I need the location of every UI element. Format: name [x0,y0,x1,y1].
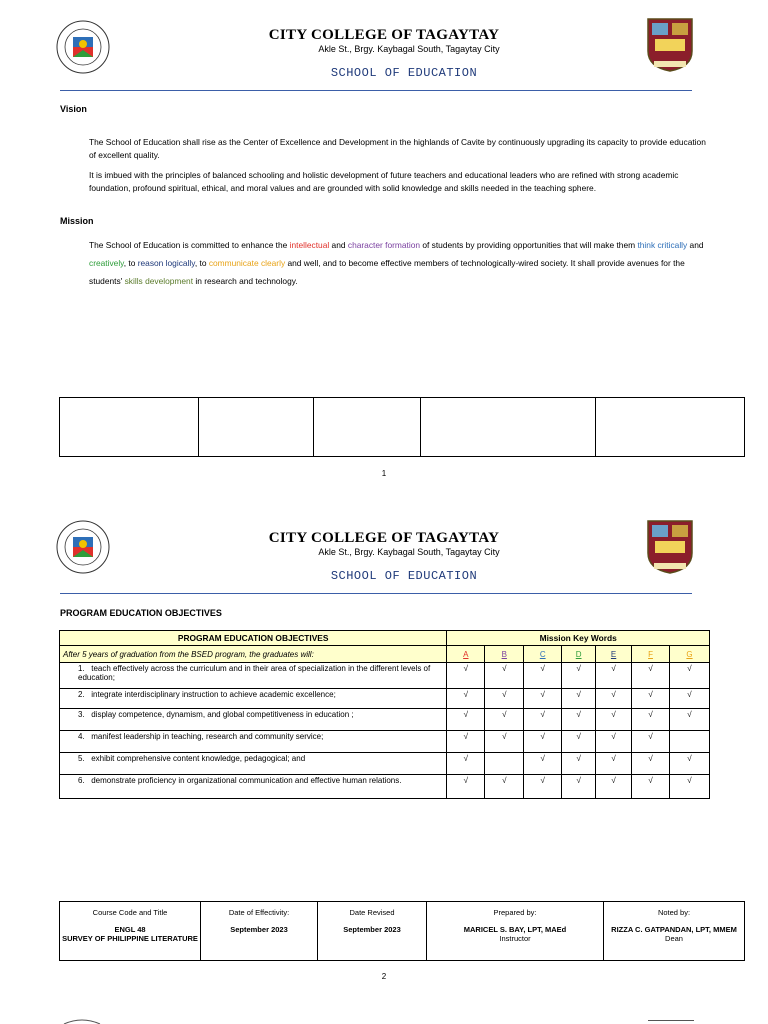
school-name: SCHOOL OF EDUCATION [330,66,478,80]
college-address: Akle St., Brgy. Kaybagal South, Tagaytay City [318,44,500,54]
keyword-skills-development: skills development [124,276,194,286]
college-crest-logo [648,1020,694,1021]
check-cell [670,731,710,753]
footer-cell [596,398,745,457]
check-cell: √ [596,709,632,731]
check-cell: √ [485,731,524,753]
objective-text: 2. integrate interdisciplinary instruction to achieve academic excellence; [60,689,447,709]
school-name: SCHOOL OF EDUCATION [330,569,478,583]
keyword-character-formation: character formation [347,240,421,250]
check-cell: √ [596,731,632,753]
check-cell: √ [562,731,596,753]
mission-heading: Mission [60,216,94,226]
check-cell: √ [447,709,485,731]
check-cell: √ [562,709,596,731]
check-cell: √ [447,689,485,709]
mission-paragraph: The School of Education is committed to enhance the intellectual and character formation of students by providing opportunities that will make them think critically and creatively, to reason logically, to communicate clearly and well, and to become effective members of technologically-wired society. It shall provide avenues for the students' skills development in research and technology. [89,240,704,286]
check-cell: √ [562,663,596,689]
check-cell: √ [670,689,710,709]
check-cell: √ [596,689,632,709]
page-number: 2 [381,972,387,981]
keyword-letter-a: A [447,646,485,663]
peo-column-header: PROGRAM EDUCATION OBJECTIVES [60,631,447,646]
check-cell: √ [524,663,562,689]
check-cell: √ [485,689,524,709]
header-rule [60,593,692,594]
vision-paragraph-1: The School of Education shall rise as the Center of Excellence and Development in the highlands of Cavite by continuously upgrading its capacity to provide education of excellent quality. [89,137,706,160]
check-cell: √ [524,753,562,775]
vision-heading: Vision [60,104,87,114]
city-seal-logo [62,1018,102,1024]
mission-keywords-header: Mission Key Words [447,631,710,646]
check-cell: √ [670,753,710,775]
vision-paragraph-2: It is imbued with the principles of balanced schooling and holistic development of future teachers and educational leaders who are refined with strong academic foundation, profound spiritual, ethical, and moral values and are grounded with solid knowledge and skills needed in the teaching sphere. [89,170,679,193]
keyword-letter-b: B [485,646,524,663]
page-number: 1 [381,469,387,478]
objective-text: 6. demonstrate proficiency in organizational communication and effective human relations. [60,775,447,799]
college-title: CITY COLLEGE OF TAGAYTAY [268,27,500,43]
table-row [60,709,710,731]
objective-text: 5. exhibit comprehensive content knowledge, pedagogical; and [60,753,447,775]
check-cell: √ [670,663,710,689]
table-row [60,731,710,753]
footer-cell [421,398,596,457]
check-cell: √ [485,663,524,689]
table-row [60,775,710,799]
check-cell: √ [632,663,670,689]
table-row [60,663,710,689]
footer-cell [314,398,421,457]
check-cell: √ [670,775,710,799]
check-cell: √ [562,775,596,799]
footer-cell [199,398,314,457]
keyword-letter-g: G [670,646,710,663]
course-cell: Course Code and Title ENGL 48 SURVEY OF PHILIPPINE LITERATURE [60,902,201,961]
keyword-communicate-clearly: communicate clearly [208,258,286,268]
check-cell: √ [670,709,710,731]
table-row [60,753,710,775]
check-cell: √ [632,775,670,799]
keyword-letter-c: C [524,646,562,663]
keyword-intellectual: intellectual [289,240,330,250]
check-cell: √ [447,663,485,689]
keyword-creatively: creatively [89,258,124,268]
check-cell: √ [562,753,596,775]
keyword-letter-e: E [596,646,632,663]
objective-text: 4. manifest leadership in teaching, research and community service; [60,731,447,753]
objective-text: 3. display competence, dynamism, and global competitiveness in education ; [60,709,447,731]
check-cell: √ [447,753,485,775]
check-cell: √ [447,775,485,799]
page1-footer-table [59,397,745,457]
keyword-letter-f: F [632,646,670,663]
check-cell: √ [524,689,562,709]
check-cell: √ [524,709,562,731]
college-address: Akle St., Brgy. Kaybagal South, Tagaytay City [318,547,500,557]
noted-by-cell: Noted by: RIZZA C. GATPANDAN, LPT, MMEM Dean [604,902,745,961]
check-cell: √ [632,753,670,775]
table-row [60,689,710,709]
header-rule [60,90,692,91]
prepared-by-cell: Prepared by: MARICEL S. BAY, LPT, MAEd Instructor [427,902,604,961]
check-cell: √ [447,731,485,753]
college-crest-logo [646,519,694,575]
check-cell: √ [632,731,670,753]
check-cell: √ [485,775,524,799]
keyword-think-critically: think critically [637,240,688,250]
check-cell: √ [524,775,562,799]
check-cell: √ [596,753,632,775]
check-cell: √ [632,689,670,709]
check-cell: √ [596,775,632,799]
objective-text: 1. teach effectively across the curriculum and in their area of specialization in the different levels of education; [60,663,447,689]
peo-heading: PROGRAM EDUCATION OBJECTIVES [60,608,222,618]
effectivity-cell: Date of Effectivity: September 2023 [201,902,318,961]
course-info-table [59,901,745,961]
footer-cell [60,398,199,457]
check-cell: √ [562,689,596,709]
check-cell: √ [524,731,562,753]
keyword-letter-d: D [562,646,596,663]
peo-subheader: After 5 years of graduation from the BSED program, the graduates will: [60,646,447,663]
check-cell [485,753,524,775]
peo-table [59,630,710,799]
revised-cell: Date Revised September 2023 [318,902,427,961]
keyword-reason-logically: reason logically [137,258,195,268]
college-crest-logo [646,17,694,73]
check-cell: √ [632,709,670,731]
college-title: CITY COLLEGE OF TAGAYTAY [268,530,500,546]
check-cell: √ [596,663,632,689]
check-cell: √ [485,709,524,731]
